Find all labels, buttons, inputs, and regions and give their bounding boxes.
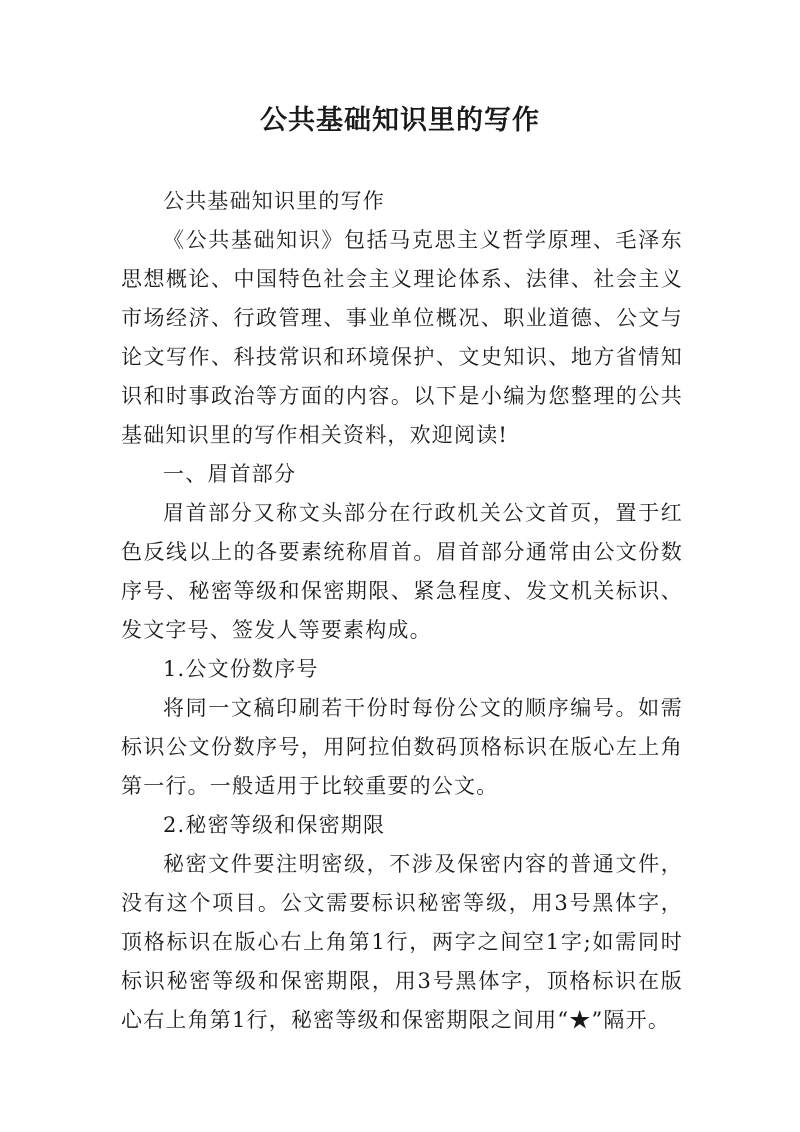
document-title: 公共基础知识里的写作 xyxy=(260,105,540,136)
paragraph-serial-number: 将同一文稿印刷若干份时每份公文的顺序编号。如需标识公文份数序号，用阿拉伯数码顶格标识在版心左上角第一行。一般适用于比较重要的公文。 xyxy=(121,696,683,798)
document-body xyxy=(121,182,683,1040)
section-heading-header: 一、眉首部分 xyxy=(163,462,297,486)
paragraph-secrecy-level: 秘密文件要注明密级，不涉及保密内容的普通文件，没有这个项目。公文需要标识秘密等级，用3号黑体字，顶格标识在版心右上角第1行，两字之间空1字;如需同时标识秘密等级和保密期限，用3号黑体字，顶格标识在版心右上角第1行，秘密等级和保密期限之间用“★”隔开。 xyxy=(121,852,683,1032)
paragraph-header-definition: 眉首部分又称文头部分在行政机关公文首页，置于红色反线以上的各要素统称眉首。眉首部分通常由公文份数序号、秘密等级和保密期限、紧急程度、发文机关标识、发文字号、签发人等要素构成。 xyxy=(121,501,683,642)
subsection-heading-secrecy-level: 2.秘密等级和保密期限 xyxy=(163,813,386,837)
paragraph-intro: 《公共基础知识》包括马克思主义哲学原理、毛泽东思想概论、中国特色社会主义理论体系、法律、社会主义市场经济、行政管理、事业单位概况、职业道德、公文与论文写作、科技常识和环境保护、文史知识、地方省情知识和时事政治等方面的内容。以下是小编为您整理的公共基础知识里的写作相关资料，欢迎阅读! xyxy=(121,228,683,447)
subsection-heading-serial-number: 1.公文份数序号 xyxy=(163,657,319,681)
paragraph-subtitle: 公共基础知识里的写作 xyxy=(163,189,385,213)
